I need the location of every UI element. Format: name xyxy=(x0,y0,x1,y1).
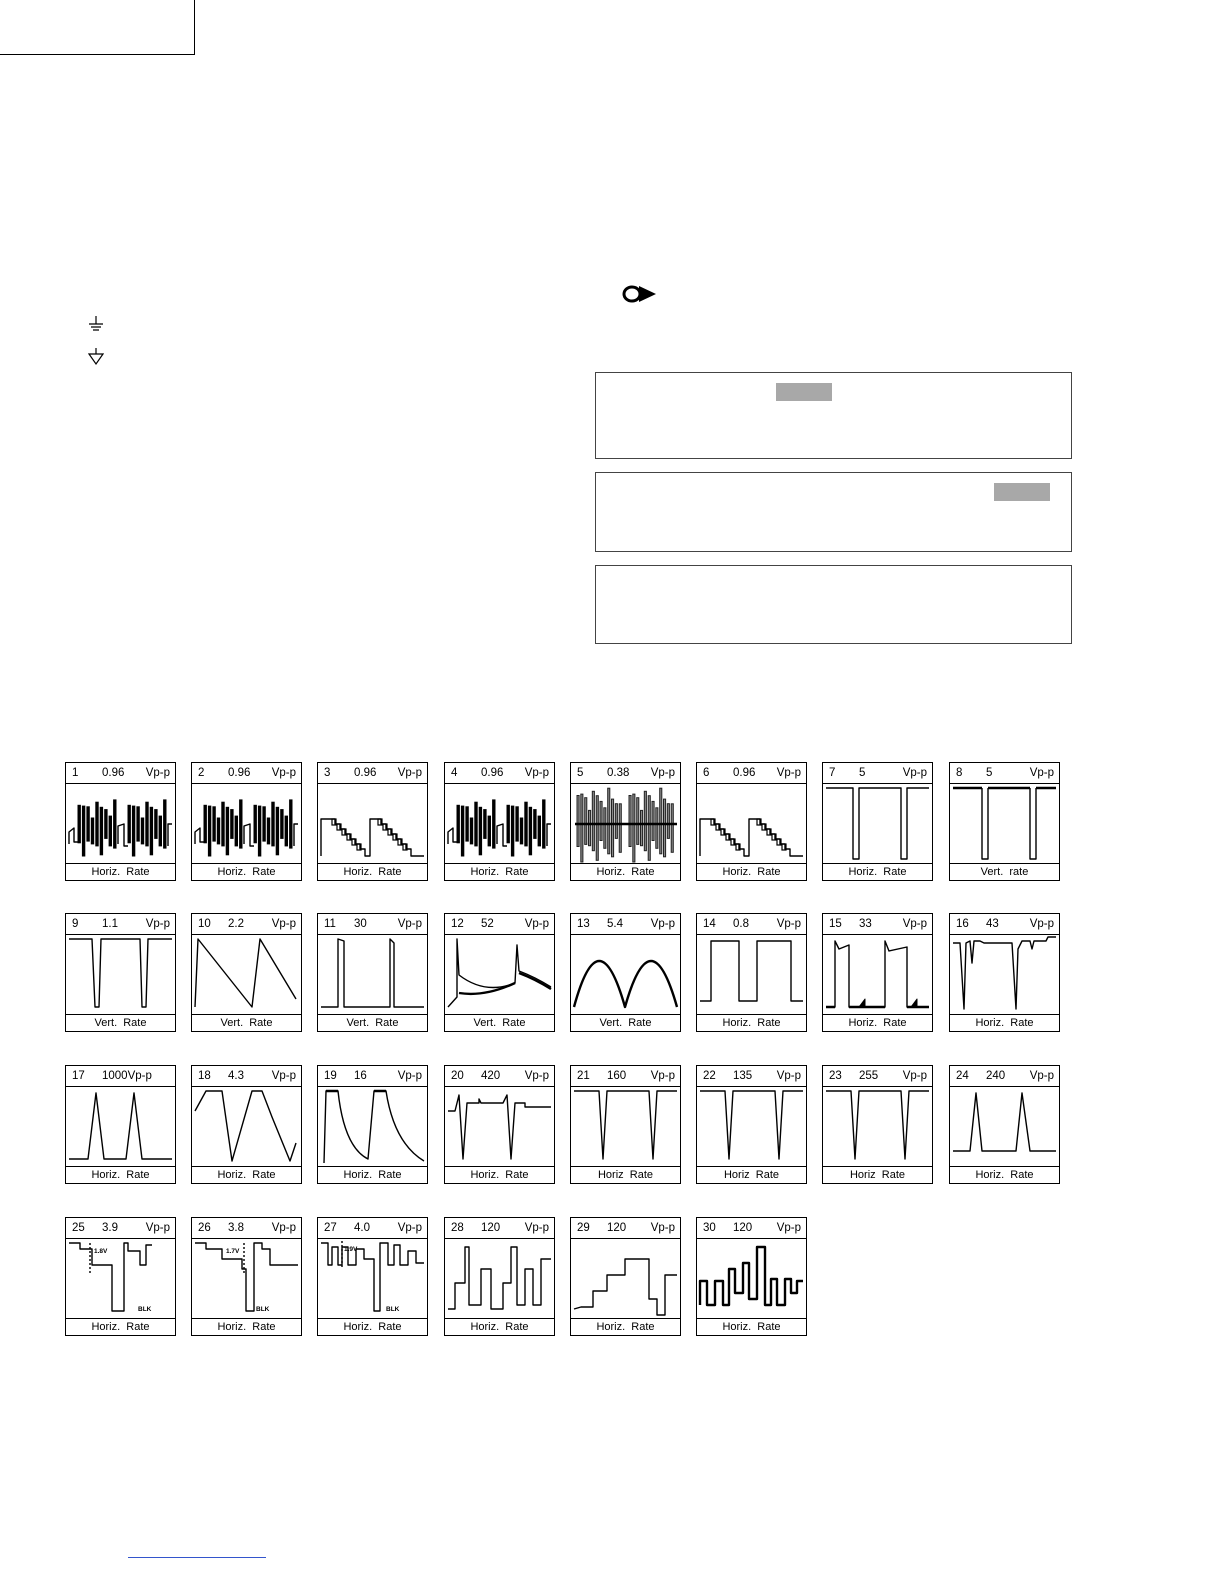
header-corner-box xyxy=(0,0,195,55)
waveform-unit: Vp-p xyxy=(776,918,801,930)
waveform-12 xyxy=(444,913,555,1032)
waveform-trace xyxy=(571,784,680,863)
waveform-header xyxy=(318,1218,427,1239)
waveform-amplitude: 30 xyxy=(354,918,367,930)
waveform-number: 1 xyxy=(72,767,79,779)
waveform-trace xyxy=(445,1087,554,1166)
waveform-unit: Vp-p xyxy=(271,1070,296,1082)
waveform-rate: Horiz. Rate xyxy=(445,863,554,880)
waveform-header xyxy=(192,763,301,784)
waveform-trace xyxy=(192,935,301,1014)
waveform-5 xyxy=(570,762,681,881)
waveform-rate: Horiz. Rate xyxy=(950,1166,1059,1183)
waveform-number: 2 xyxy=(198,767,205,779)
waveform-unit: Vp-p xyxy=(271,918,296,930)
waveform-amplitude: 52 xyxy=(481,918,494,930)
waveform-number: 25 xyxy=(72,1222,85,1234)
waveform-number: 10 xyxy=(198,918,211,930)
waveform-rate: Vert. Rate xyxy=(445,1014,554,1031)
waveform-rate: Horiz Rate xyxy=(697,1166,806,1183)
waveform-8 xyxy=(949,762,1060,881)
waveform-trace xyxy=(950,784,1059,863)
waveform-header xyxy=(66,914,175,935)
waveform-rate: Horiz. Rate xyxy=(571,1318,680,1335)
waveform-unit: Vp-p xyxy=(902,918,927,930)
waveform-unit: Vp-p xyxy=(902,1070,927,1082)
waveform-amplitude: 0.8 xyxy=(733,918,749,930)
waveform-29 xyxy=(570,1217,681,1336)
waveform-amplitude: 1000Vp-p xyxy=(102,1070,152,1082)
waveform-amplitude: 160 xyxy=(607,1070,627,1082)
waveform-rate: Horiz Rate xyxy=(823,1166,932,1183)
waveform-trace xyxy=(318,1087,427,1166)
waveform-amplitude: 120 xyxy=(481,1222,501,1234)
waveform-rate: Horiz. Rate xyxy=(318,1318,427,1335)
waveform-header xyxy=(445,1066,554,1087)
waveform-number: 12 xyxy=(451,918,464,930)
waveform-20 xyxy=(444,1065,555,1184)
waveform-amplitude: 0.96 xyxy=(733,767,756,779)
waveform-trace xyxy=(823,935,932,1014)
waveform-trace xyxy=(571,1239,680,1318)
waveform-15 xyxy=(822,913,933,1032)
waveform-amplitude: 2.2 xyxy=(228,918,244,930)
waveform-rate: Horiz. Rate xyxy=(697,1014,806,1031)
note-box-1 xyxy=(595,372,1072,459)
waveform-number: 23 xyxy=(829,1070,842,1082)
chassis-ground-icon xyxy=(88,316,104,334)
waveform-unit: Vp-p xyxy=(1029,918,1054,930)
waveform-1 xyxy=(65,762,176,881)
waveform-trace xyxy=(66,1087,175,1166)
waveform-trace xyxy=(571,935,680,1014)
waveform-number: 21 xyxy=(577,1070,590,1082)
signal-ground-icon xyxy=(88,348,104,366)
waveform-number: 29 xyxy=(577,1222,590,1234)
waveform-amplitude: 135 xyxy=(733,1070,753,1082)
waveform-rate: Horiz. Rate xyxy=(823,863,932,880)
waveform-17 xyxy=(65,1065,176,1184)
waveform-header xyxy=(950,1066,1059,1087)
waveform-number: 26 xyxy=(198,1222,211,1234)
waveform-7 xyxy=(822,762,933,881)
waveform-amplitude: 4.0 xyxy=(354,1222,370,1234)
waveform-unit: Vp-p xyxy=(145,767,170,779)
waveform-number: 19 xyxy=(324,1070,337,1082)
waveform-rate: Horiz Rate xyxy=(571,1166,680,1183)
waveform-header xyxy=(66,1218,175,1239)
waveform-number: 5 xyxy=(577,767,584,779)
waveform-number: 7 xyxy=(829,767,836,779)
test-point-bullet-icon xyxy=(622,283,658,305)
waveform-header xyxy=(571,763,680,784)
waveform-unit: Vp-p xyxy=(1029,1070,1054,1082)
waveform-header xyxy=(571,1218,680,1239)
waveform-amplitude: 5 xyxy=(986,767,993,779)
waveform-number: 28 xyxy=(451,1222,464,1234)
waveform-amplitude: 3.8 xyxy=(228,1222,244,1234)
waveform-11 xyxy=(317,913,428,1032)
waveform-unit: Vp-p xyxy=(650,1222,675,1234)
waveform-24 xyxy=(949,1065,1060,1184)
waveform-trace xyxy=(950,1087,1059,1166)
waveform-unit: Vp-p xyxy=(271,1222,296,1234)
waveform-amplitude: 420 xyxy=(481,1070,501,1082)
bottom-link-underline[interactable] xyxy=(128,1557,266,1558)
waveform-header xyxy=(697,914,806,935)
waveform-trace xyxy=(445,1239,554,1318)
waveform-amplitude: 1.1 xyxy=(102,918,118,930)
wf25-blk-label: BLK xyxy=(138,1306,152,1313)
waveform-trace xyxy=(445,935,554,1014)
waveform-trace xyxy=(318,784,427,863)
waveform-rate: Horiz. Rate xyxy=(192,1166,301,1183)
waveform-unit: Vp-p xyxy=(397,1070,422,1082)
waveform-rate: Horiz. Rate xyxy=(192,1318,301,1335)
waveform-rate: Horiz. Rate xyxy=(66,1318,175,1335)
waveform-rate: Vert. Rate xyxy=(192,1014,301,1031)
waveform-2 xyxy=(191,762,302,881)
waveform-4 xyxy=(444,762,555,881)
waveform-number: 15 xyxy=(829,918,842,930)
waveform-amplitude: 5 xyxy=(859,767,866,779)
waveform-header xyxy=(445,914,554,935)
waveform-header xyxy=(823,914,932,935)
waveform-26 xyxy=(191,1217,302,1336)
waveform-rate: Horiz. Rate xyxy=(823,1014,932,1031)
waveform-header xyxy=(66,1066,175,1087)
waveform-amplitude: 43 xyxy=(986,918,999,930)
waveform-amplitude: 33 xyxy=(859,918,872,930)
waveform-number: 17 xyxy=(72,1070,85,1082)
waveform-19 xyxy=(317,1065,428,1184)
waveform-number: 11 xyxy=(324,918,336,930)
waveform-unit: Vp-p xyxy=(650,918,675,930)
waveform-unit: Vp-p xyxy=(145,918,170,930)
waveform-trace xyxy=(697,1239,806,1318)
note-box-2 xyxy=(595,472,1072,552)
waveform-header xyxy=(950,763,1059,784)
waveform-rate: Horiz. Rate xyxy=(697,1318,806,1335)
waveform-trace xyxy=(445,784,554,863)
waveform-unit: Vp-p xyxy=(524,1222,549,1234)
waveform-rate: Horiz. Rate xyxy=(571,863,680,880)
waveform-number: 22 xyxy=(703,1070,716,1082)
waveform-rate: Horiz. Rate xyxy=(445,1166,554,1183)
waveform-amplitude: 120 xyxy=(607,1222,627,1234)
waveform-unit: Vp-p xyxy=(524,767,549,779)
waveform-amplitude: 16 xyxy=(354,1070,367,1082)
waveform-number: 16 xyxy=(956,918,969,930)
waveform-number: 20 xyxy=(451,1070,464,1082)
waveform-header xyxy=(697,763,806,784)
waveform-rate: Horiz. Rate xyxy=(66,863,175,880)
note-box-3 xyxy=(595,565,1072,644)
waveform-number: 8 xyxy=(956,767,963,779)
waveform-unit: Vp-p xyxy=(524,1070,549,1082)
waveform-22 xyxy=(696,1065,807,1184)
waveform-amplitude: 240 xyxy=(986,1070,1006,1082)
waveform-trace xyxy=(66,784,175,863)
waveform-unit: Vp-p xyxy=(776,1070,801,1082)
waveform-number: 6 xyxy=(703,767,710,779)
waveform-rate: Horiz. Rate xyxy=(318,1166,427,1183)
waveform-unit: Vp-p xyxy=(271,767,296,779)
waveform-unit: Vp-p xyxy=(650,1070,675,1082)
waveform-25 xyxy=(65,1217,176,1336)
waveform-header xyxy=(192,1066,301,1087)
waveform-rate: Horiz. Rate xyxy=(66,1166,175,1183)
waveform-trace xyxy=(66,1239,175,1318)
waveform-30 xyxy=(696,1217,807,1336)
wf27-level-label: 1.9V xyxy=(344,1246,358,1253)
waveform-unit: Vp-p xyxy=(397,918,422,930)
waveform-unit: Vp-p xyxy=(397,767,422,779)
waveform-amplitude: 0.96 xyxy=(102,767,125,779)
waveform-number: 30 xyxy=(703,1222,716,1234)
waveform-rate: Vert. Rate xyxy=(66,1014,175,1031)
highlight-mark xyxy=(776,383,832,401)
waveform-rate: Vert. rate xyxy=(950,863,1059,880)
waveform-18 xyxy=(191,1065,302,1184)
waveform-trace xyxy=(571,1087,680,1166)
waveform-unit: Vp-p xyxy=(776,1222,801,1234)
waveform-9 xyxy=(65,913,176,1032)
waveform-amplitude: 0.96 xyxy=(228,767,251,779)
waveform-number: 27 xyxy=(324,1222,337,1234)
waveform-rate: Vert. Rate xyxy=(318,1014,427,1031)
waveform-header xyxy=(697,1218,806,1239)
waveform-rate: Horiz. Rate xyxy=(950,1014,1059,1031)
waveform-header xyxy=(571,1066,680,1087)
waveform-header xyxy=(445,763,554,784)
waveform-number: 14 xyxy=(703,918,716,930)
waveform-amplitude: 120 xyxy=(733,1222,753,1234)
waveform-trace xyxy=(697,784,806,863)
waveform-header xyxy=(318,914,427,935)
waveform-amplitude: 0.38 xyxy=(607,767,630,779)
waveform-trace xyxy=(823,784,932,863)
waveform-header xyxy=(697,1066,806,1087)
waveform-unit: Vp-p xyxy=(1029,767,1054,779)
waveform-10 xyxy=(191,913,302,1032)
wf27-blk-label: BLK xyxy=(386,1306,400,1313)
waveform-header xyxy=(823,763,932,784)
waveform-number: 4 xyxy=(451,767,458,779)
waveform-trace xyxy=(66,935,175,1014)
waveform-trace xyxy=(318,1239,427,1318)
waveform-amplitude: 4.3 xyxy=(228,1070,244,1082)
waveform-number: 18 xyxy=(198,1070,211,1082)
waveform-header xyxy=(950,914,1059,935)
waveform-rate: Horiz. Rate xyxy=(445,1318,554,1335)
waveform-number: 13 xyxy=(577,918,590,930)
waveform-28 xyxy=(444,1217,555,1336)
waveform-23 xyxy=(822,1065,933,1184)
waveform-unit: Vp-p xyxy=(145,1222,170,1234)
highlight-mark xyxy=(994,483,1050,501)
wf26-level-label: 1.7V xyxy=(226,1248,240,1255)
waveform-rate: Horiz. Rate xyxy=(192,863,301,880)
waveform-rate: Horiz. Rate xyxy=(318,863,427,880)
waveform-header xyxy=(192,914,301,935)
waveform-number: 3 xyxy=(324,767,331,779)
waveform-rate: Vert. Rate xyxy=(571,1014,680,1031)
waveform-unit: Vp-p xyxy=(524,918,549,930)
waveform-header xyxy=(823,1066,932,1087)
waveform-number: 24 xyxy=(956,1070,969,1082)
wf26-blk-label: BLK xyxy=(256,1306,270,1313)
waveform-header xyxy=(445,1218,554,1239)
waveform-trace xyxy=(318,935,427,1014)
waveform-trace xyxy=(697,935,806,1014)
waveform-header xyxy=(318,1066,427,1087)
waveform-6 xyxy=(696,762,807,881)
waveform-trace xyxy=(192,1087,301,1166)
waveform-16 xyxy=(949,913,1060,1032)
waveform-unit: Vp-p xyxy=(650,767,675,779)
waveform-header xyxy=(571,914,680,935)
waveform-amplitude: 0.96 xyxy=(354,767,377,779)
waveform-amplitude: 0.96 xyxy=(481,767,504,779)
waveform-trace xyxy=(823,1087,932,1166)
waveform-trace xyxy=(192,1239,301,1318)
waveform-13 xyxy=(570,913,681,1032)
waveform-unit: Vp-p xyxy=(397,1222,422,1234)
waveform-amplitude: 3.9 xyxy=(102,1222,118,1234)
waveform-21 xyxy=(570,1065,681,1184)
waveform-header xyxy=(66,763,175,784)
waveform-rate: Horiz. Rate xyxy=(697,863,806,880)
waveform-number: 9 xyxy=(72,918,79,930)
waveform-3 xyxy=(317,762,428,881)
waveform-trace xyxy=(697,1087,806,1166)
waveform-header xyxy=(192,1218,301,1239)
waveform-trace xyxy=(192,784,301,863)
waveform-14 xyxy=(696,913,807,1032)
waveform-unit: Vp-p xyxy=(902,767,927,779)
waveform-unit: Vp-p xyxy=(776,767,801,779)
waveform-amplitude: 5.4 xyxy=(607,918,623,930)
waveform-header xyxy=(318,763,427,784)
waveform-trace xyxy=(950,935,1059,1014)
waveform-27 xyxy=(317,1217,428,1336)
wf25-level-label: 1.8V xyxy=(94,1248,108,1255)
waveform-amplitude: 255 xyxy=(859,1070,879,1082)
